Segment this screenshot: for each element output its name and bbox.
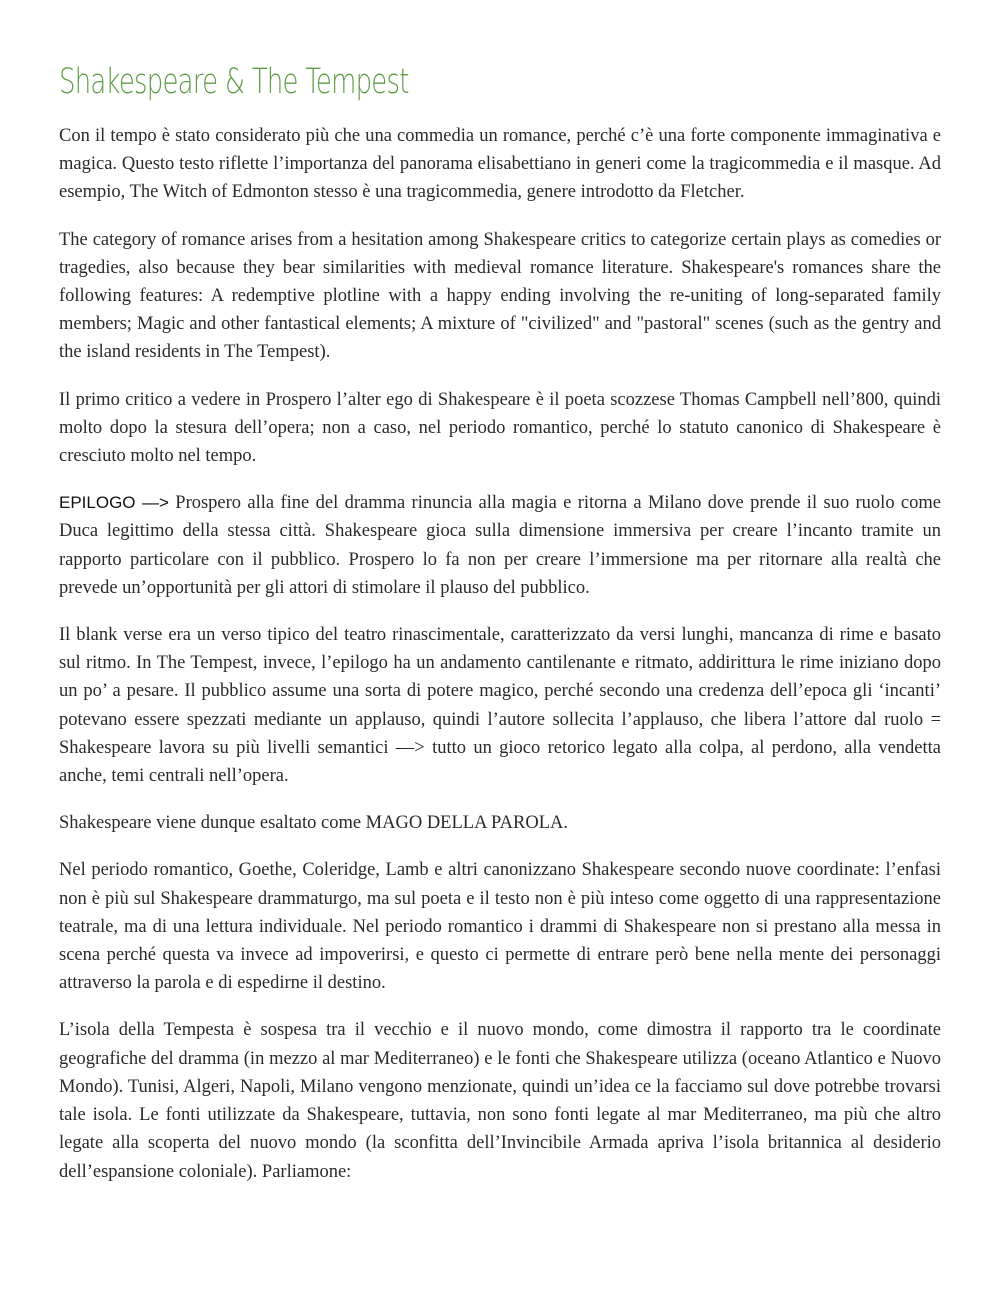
paragraph-blank-verse xyxy=(59,621,941,790)
paragraph-epilogo xyxy=(59,489,941,602)
paragraph-lead-epilogo: EPILOGO —> xyxy=(59,493,169,513)
paragraph-category-of-romance xyxy=(59,226,941,367)
paragraph-text: Nel periodo romantico, Goethe, Coleridge, Lamb e altri canonizzano Shakespeare secondo nuove coordinate: l’enfasi non è più sul Shakespeare drammaturgo, ma sul poeta e il testo non è più inteso come oggetto di una rappresentazione teatrale, ma di una lettura individuale. Nel periodo romantico i drammi di Shakespeare non si prestano alla messa in scena perché questa va invece ad impoverirsi, e questo ci permette di entrare però bene nella mente dei personaggi attraverso la parola e di espedirne il destino. xyxy=(59,860,941,994)
paragraph-text: Il blank verse era un verso tipico del teatro rinascimentale, caratterizzato da versi lunghi, mancanza di rime e basato sul ritmo. In The Tempest, invece, l’epilogo ha un andamento cantilenante e ritmato, addirittura le rime iniziano dopo un po’ a pesare. Il pubblico assume una sorta di potere magico, perché secondo una credenza dell’epoca gli ‘incanti’ potevano essere spezzati mediante un applauso, quindi l’autore sollecita l’applauso, che libera l’attore dal ruolo = Shakespeare lavora su più livelli semantici —> tutto un gioco retorico legato alla colpa, al perdono, alla vendetta anche, temi centrali nell’opera. xyxy=(59,625,941,787)
paragraph-text: Il primo critico a vedere in Prospero l’alter ego di Shakespeare è il poeta scozzese Thomas Campbell nell’800, quindi molto dopo la stesura dell’opera; non a caso, nel periodo romantico, perché lo statuto canonico di Shakespeare è cresciuto molto nel tempo. xyxy=(59,389,941,467)
paragraph-text: Shakespeare viene dunque esaltato come MAGO DELLA PAROLA. xyxy=(59,813,568,834)
paragraph-text: The category of romance arises from a hesitation among Shakespeare critics to categorize certain plays as comedies or tragedies, also because they bear similarities with medieval romance literature. Shakespeare's romances share the following features: A redemptive plotline with a happy ending involving the re-uniting of long-separated family members; Magic and other fantastical elements; A mixture of "civilized" and "pastoral" scenes (such as the gentry and the island residents in The Tempest). xyxy=(59,229,941,363)
paragraph-romance xyxy=(59,122,941,207)
paragraph-text: Prospero alla fine del dramma rinuncia alla magia e ritorna a Milano dove prende il suo ruolo come Duca legittimo della stessa città. Shakespeare gioca sulla dimensione immersiva per creare l’incanto tramite un rapporto particolare con il pubblico. Prospero lo fa non per creare l’immersione ma per ritornare alla realtà che prevede un’opportunità per gli attori di stimolare il plauso del pubblico. xyxy=(59,493,941,598)
paragraph-mago-della-parola xyxy=(59,809,941,837)
paragraph-prospero-alter-ego xyxy=(59,386,941,471)
document-title: Shakespeare & The Tempest xyxy=(59,62,409,102)
document-page xyxy=(59,58,941,1205)
paragraph-isola-tempesta xyxy=(59,1016,941,1185)
paragraph-text: Con il tempo è stato considerato più che una commedia un romance, perché c’è una forte componente immaginativa e magica. Questo testo riflette l’importanza del panorama elisabettiano in generi come la tragicommedia e il masque. Ad esempio, The Witch of Edmonton stesso è una tragicommedia, genere introdotto da Fletcher. xyxy=(59,126,941,203)
paragraph-periodo-romantico xyxy=(59,856,941,997)
paragraph-text: L’isola della Tempesta è sospesa tra il vecchio e il nuovo mondo, come dimostra il rapporto tra le coordinate geografiche del dramma (in mezzo al mar Mediterraneo) e le fonti che Shakespeare utilizza (oceano Atlantico e Nuovo Mondo). Tunisi, Algeri, Napoli, Milano vengono menzionate, quindi un’idea ce la facciamo sul dove potrebbe trovarsi tale isola. Le fonti utilizzate da Shakespeare, tuttavia, non sono fonti legate al mar Mediterraneo, ma più che altro legate alla scoperta del nuovo mondo (la sconfitta dell’Invincibile Armada apriva l’isola britannica al desiderio dell’espansione coloniale). Parliamone: xyxy=(59,1020,941,1182)
